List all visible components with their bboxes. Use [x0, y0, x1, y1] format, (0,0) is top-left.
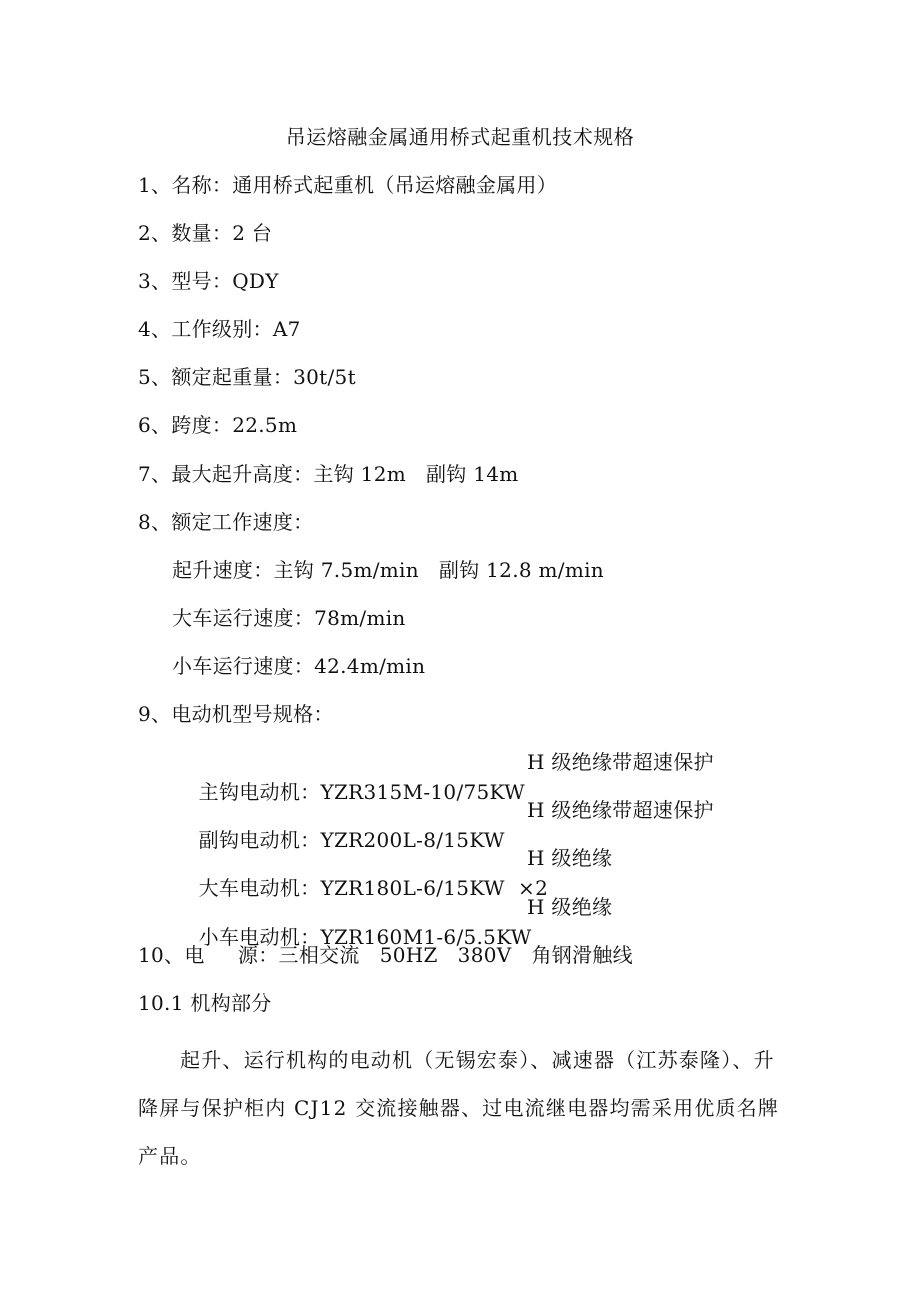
motor-label: 大车电动机：YZR180L-6/15KW ×2 — [198, 876, 549, 900]
motor-insulation-note: H 级绝缘 — [527, 895, 613, 919]
motor-insulation-note: H 级绝缘带超速保护 — [527, 798, 714, 822]
item-quantity: 2、数量：2 台 — [138, 221, 273, 245]
document-title: 吊运熔融金属通用桥式起重机技术规格 — [285, 125, 635, 149]
item-speed-heading: 8、额定工作速度： — [138, 510, 314, 534]
item-motor-heading: 9、电动机型号规格： — [138, 702, 334, 726]
motor-insulation-note: H 级绝缘带超速保护 — [527, 750, 714, 774]
item-span: 6、跨度：22.5m — [138, 413, 298, 437]
item-rated-load: 5、额定起重量：30t/5t — [138, 365, 356, 389]
motor-label: 副钩电动机：YZR200L-8/15KW — [198, 828, 505, 852]
mechanism-paragraph: 起升、运行机构的电动机（无锡宏泰）、减速器（江苏泰隆）、升降屏与保护柜内 CJ12 交流接触器、过电流继电器均需采用优质名牌产品。 — [138, 1048, 780, 1168]
speed-trolley-travel: 小车运行速度：42.4m/min — [172, 654, 426, 678]
motor-label: 主钩电动机：YZR315M-10/75KW — [198, 780, 525, 804]
speed-lift: 起升速度：主钩 7.5m/min 副钩 12.8 m/min — [172, 558, 604, 582]
motor-insulation-note: H 级绝缘 — [527, 846, 613, 870]
item-model: 3、型号：QDY — [138, 269, 279, 293]
item-max-lift-height: 7、最大起升高度：主钩 12m 副钩 14m — [138, 462, 519, 486]
item-name: 1、名称：通用桥式起重机（吊运熔融金属用） — [138, 173, 558, 197]
motor-label: 小车电动机：YZR160M1-6/5.5KW — [198, 925, 532, 949]
speed-crane-travel: 大车运行速度：78m/min — [172, 606, 406, 630]
section-heading-10-1: 10.1 机构部分 — [138, 991, 272, 1015]
item-power-supply: 10、电 源：三相交流 50HZ 380V 角钢滑触线 — [138, 943, 633, 967]
item-work-class: 4、工作级别：A7 — [138, 317, 301, 341]
